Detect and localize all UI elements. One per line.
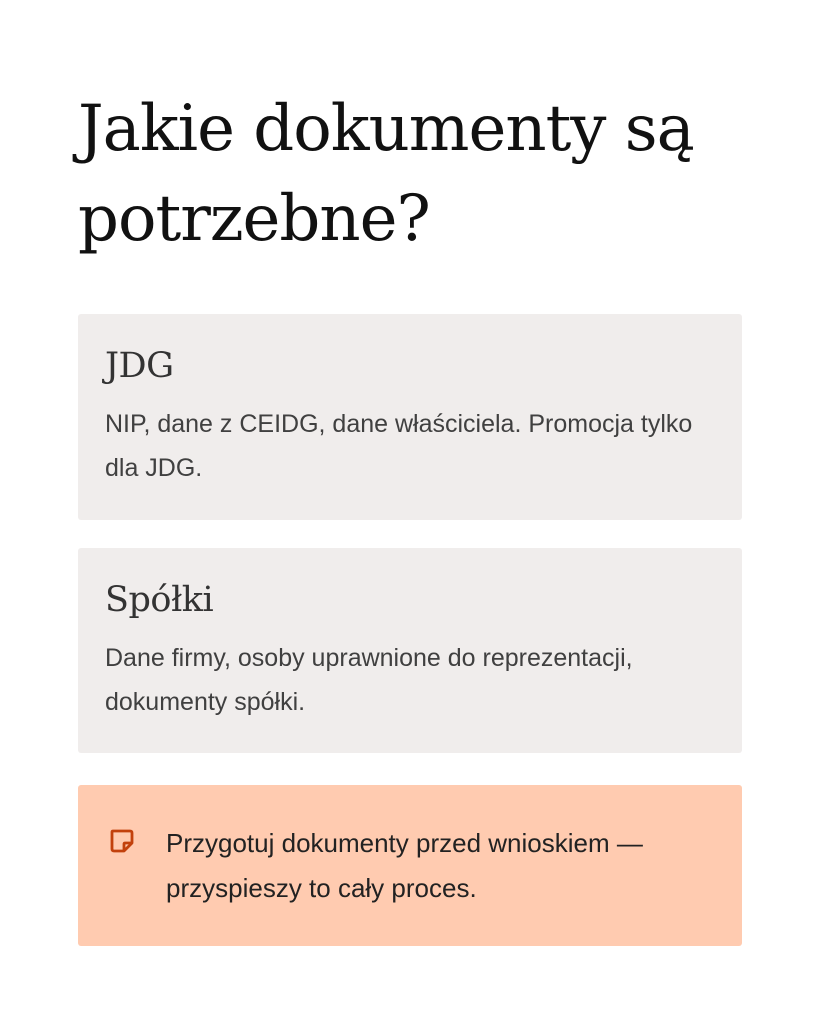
document-card-jdg bbox=[78, 314, 742, 520]
sticky-note-icon bbox=[108, 827, 136, 855]
card-title: Spółki bbox=[105, 580, 214, 620]
card-description: Dane firmy, osoby uprawnione do reprezentacji, dokumenty spółki. bbox=[105, 644, 633, 716]
page-title: Jakie dokumenty są potrzebne? bbox=[78, 92, 694, 256]
card-description: NIP, dane z CEIDG, dane właściciela. Promocja tylko dla JDG. bbox=[105, 410, 693, 482]
document-card-spolki bbox=[78, 548, 742, 753]
info-note bbox=[78, 785, 742, 946]
page-content bbox=[78, 0, 742, 903]
note-text: Przygotuj dokumenty przed wnioskiem — przyspieszy to cały proces. bbox=[166, 828, 643, 903]
card-title: JDG bbox=[105, 346, 174, 386]
